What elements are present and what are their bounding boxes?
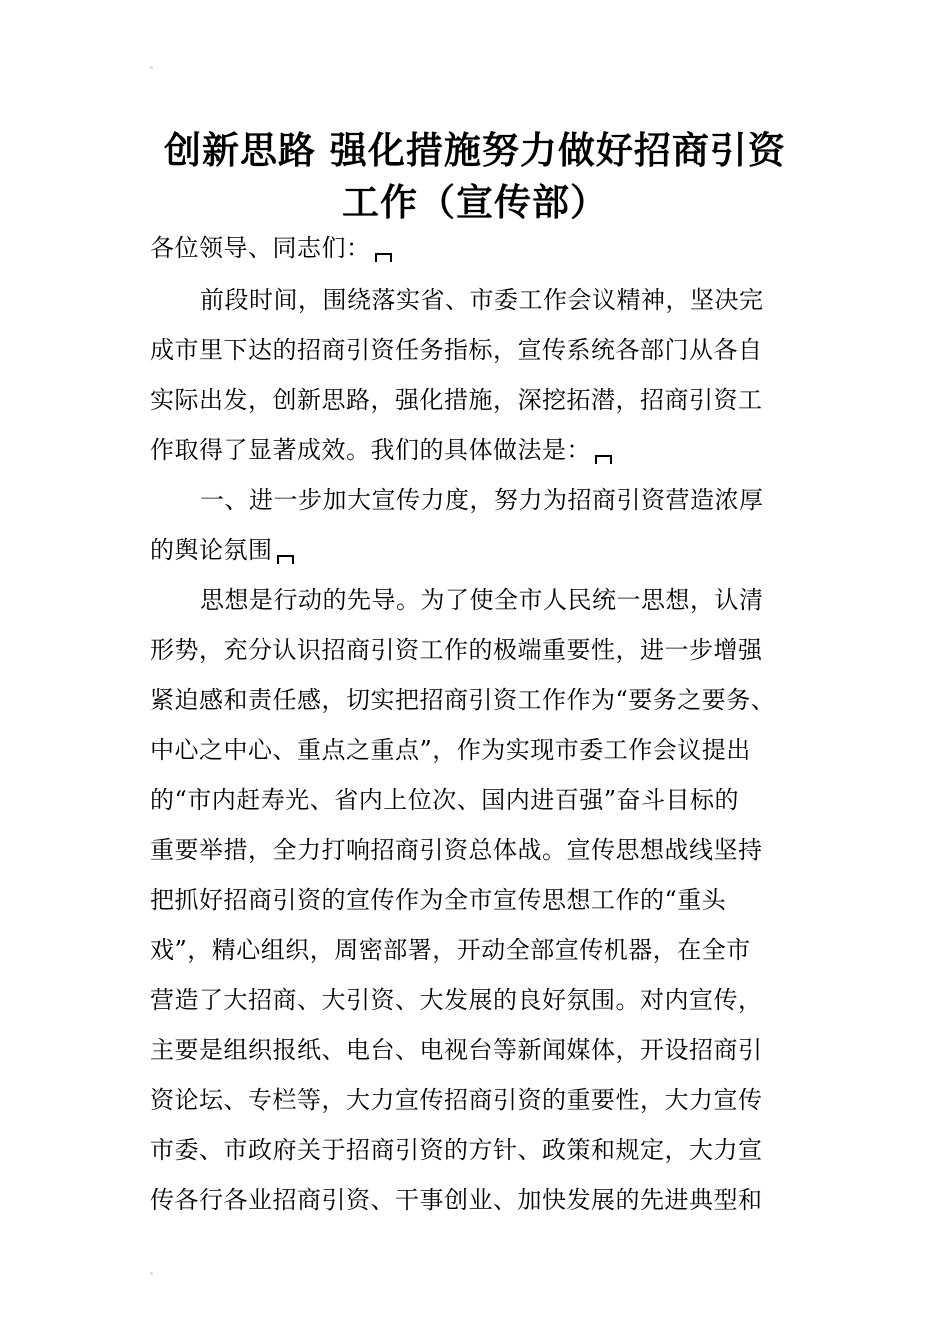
corner-mark	[150, 66, 153, 69]
body-line: 前段时间，围绕落实省、市委工作会议精神，坚决完	[200, 286, 764, 314]
body-line: 营造了大招商、大引资、大发展的良好氛围。对内宣传，	[150, 986, 763, 1014]
greeting-line	[150, 233, 392, 263]
section-heading-line: 一、进一步加大宣传力度，努力为招商引资营造浓厚	[200, 486, 764, 514]
body-line: 重要举措，全力打响招商引资总体战。宣传思想战线坚持	[150, 836, 763, 864]
paragraph-mark-icon	[375, 253, 392, 262]
body-line: 形势，充分认识招商引资工作的极端重要性，进一步增强	[150, 636, 763, 664]
body-line	[150, 435, 612, 465]
body-line: 思想是行动的先导。为了使全市人民统一思想，认清	[200, 586, 764, 614]
document-title-line-1: 创新思路 强化措施努力做好招商引资	[164, 129, 786, 172]
body-line: 紧迫感和责任感，切实把招商引资工作作为“要务之要务、	[150, 686, 776, 714]
section-heading-line	[150, 535, 294, 565]
body-line: 资论坛、专栏等，大力宣传招商引资的重要性，大力宣传	[150, 1086, 763, 1114]
body-line: 实际出发，创新思路，强化措施，深挖拓潜，招商引资工	[150, 386, 763, 414]
section-heading-text: 的舆论氛围	[150, 536, 273, 564]
body-line: 中心之中心、重点之重点”，作为实现市委工作会议提出	[150, 736, 751, 764]
body-line: 主要是组织报纸、电台、电视台等新闻媒体，开设招商引	[150, 1036, 763, 1064]
corner-mark	[150, 1272, 153, 1275]
greeting-text: 各位领导、同志们：	[150, 234, 371, 262]
body-line: 传各行各业招商引资、干事创业、加快发展的先进典型和	[150, 1186, 763, 1214]
body-line: 戏”，精心组织，周密部署，开动全部宣传机器，在全市	[150, 936, 751, 964]
body-line-text: 作取得了显著成效。我们的具体做法是：	[150, 436, 591, 464]
body-line: 把抓好招商引资的宣传作为全市宣传思想工作的“重头	[150, 886, 727, 914]
paragraph-mark-icon	[277, 555, 294, 564]
body-line: 成市里下达的招商引资任务指标，宣传系统各部门从各自	[150, 336, 763, 364]
paragraph-mark-icon	[595, 455, 612, 464]
body-line: 的“市内赶寿光、省内上位次、国内进百强”奋斗目标的	[150, 786, 740, 814]
document-title-line-2: 工作（宣传部）	[342, 181, 608, 224]
body-line: 市委、市政府关于招商引资的方针、政策和规定，大力宣	[150, 1136, 763, 1164]
